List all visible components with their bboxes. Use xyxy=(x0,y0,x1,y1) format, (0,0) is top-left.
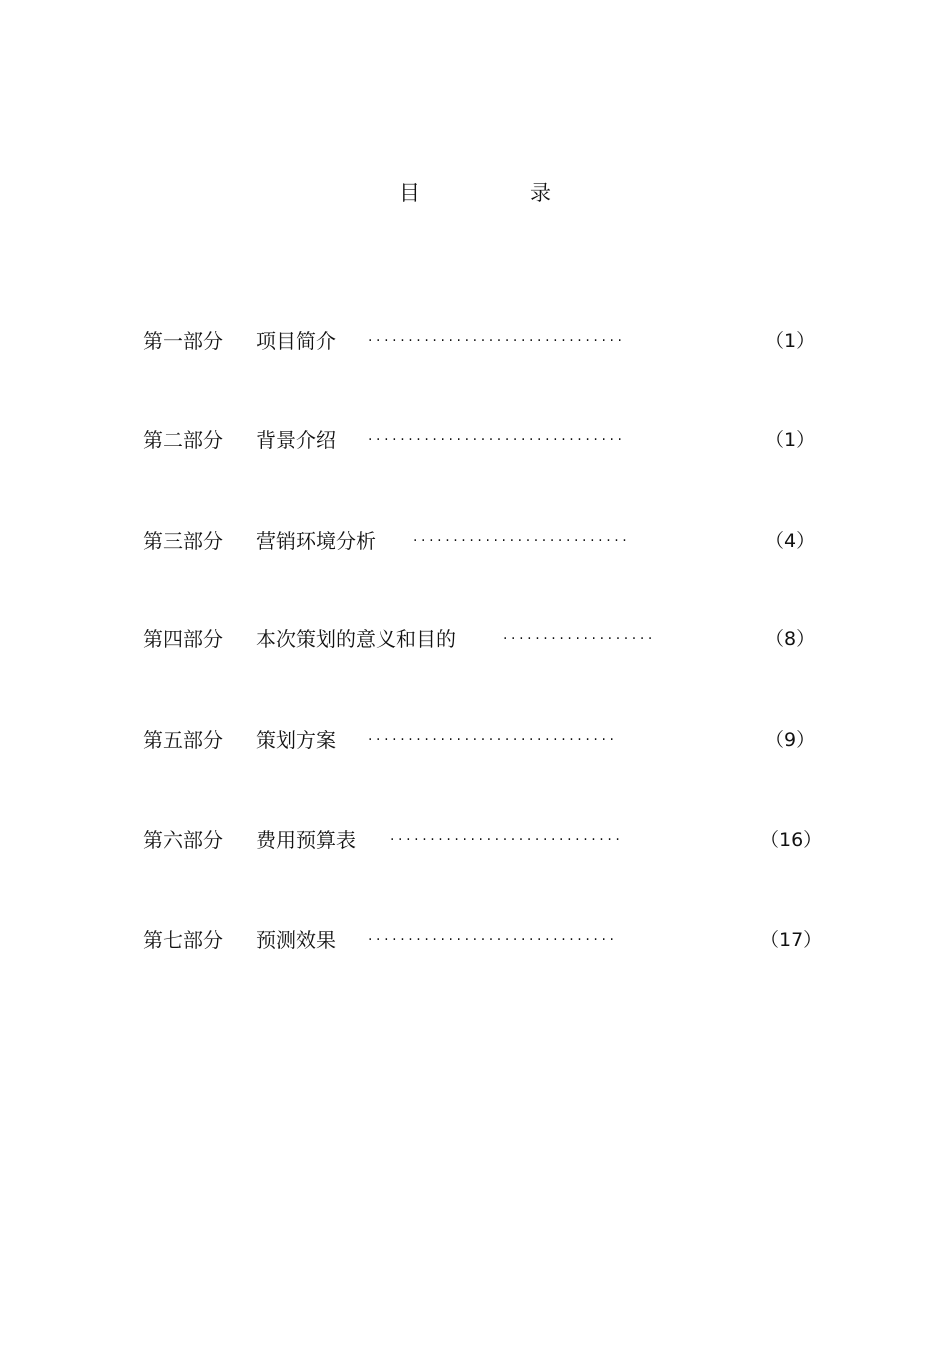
toc-part-label: 第七部分 xyxy=(143,928,223,952)
toc-entry[interactable] xyxy=(0,526,950,556)
toc-entry[interactable] xyxy=(0,725,950,755)
toc-section-title: 项目简介 xyxy=(256,329,336,353)
toc-page-number: （17） xyxy=(760,929,823,951)
toc-section-title: 费用预算表 xyxy=(256,828,356,852)
toc-dot-leader: ······························· xyxy=(368,932,618,948)
page-title xyxy=(0,178,950,208)
toc-dot-leader: ······························· xyxy=(368,732,618,748)
toc-entry[interactable] xyxy=(0,925,950,955)
toc-part-label: 第六部分 xyxy=(143,828,223,852)
toc-dot-leader: ································ xyxy=(368,333,626,349)
toc-part-label: 第一部分 xyxy=(143,329,223,353)
toc-section-title: 背景介绍 xyxy=(256,428,336,452)
toc-page-number: （16） xyxy=(760,829,823,851)
toc-entry[interactable] xyxy=(0,326,950,356)
toc-section-title: 预测效果 xyxy=(256,928,336,952)
toc-dot-leader: ··························· xyxy=(413,533,631,549)
toc-section-title: 本次策划的意义和目的 xyxy=(256,627,456,651)
title-char-2: 录 xyxy=(530,181,551,205)
toc-page-number: （4） xyxy=(765,530,816,552)
toc-part-label: 第二部分 xyxy=(143,428,223,452)
toc-dot-leader: ····························· xyxy=(390,832,624,848)
toc-dot-leader: ································ xyxy=(368,432,626,448)
toc-dot-leader: ··················· xyxy=(503,631,656,647)
toc-part-label: 第四部分 xyxy=(143,627,223,651)
toc-page-number: （9） xyxy=(765,729,816,751)
toc-page-number: （1） xyxy=(765,429,816,451)
toc-section-title: 策划方案 xyxy=(256,728,336,752)
toc-page-number: （1） xyxy=(765,330,816,352)
toc-entry[interactable] xyxy=(0,825,950,855)
toc-entry[interactable] xyxy=(0,624,950,654)
toc-page-number: （8） xyxy=(765,628,816,650)
toc-part-label: 第三部分 xyxy=(143,529,223,553)
toc-section-title: 营销环境分析 xyxy=(256,529,376,553)
toc-part-label: 第五部分 xyxy=(143,728,223,752)
title-char-1: 目 xyxy=(399,181,420,205)
toc-entry[interactable] xyxy=(0,425,950,455)
